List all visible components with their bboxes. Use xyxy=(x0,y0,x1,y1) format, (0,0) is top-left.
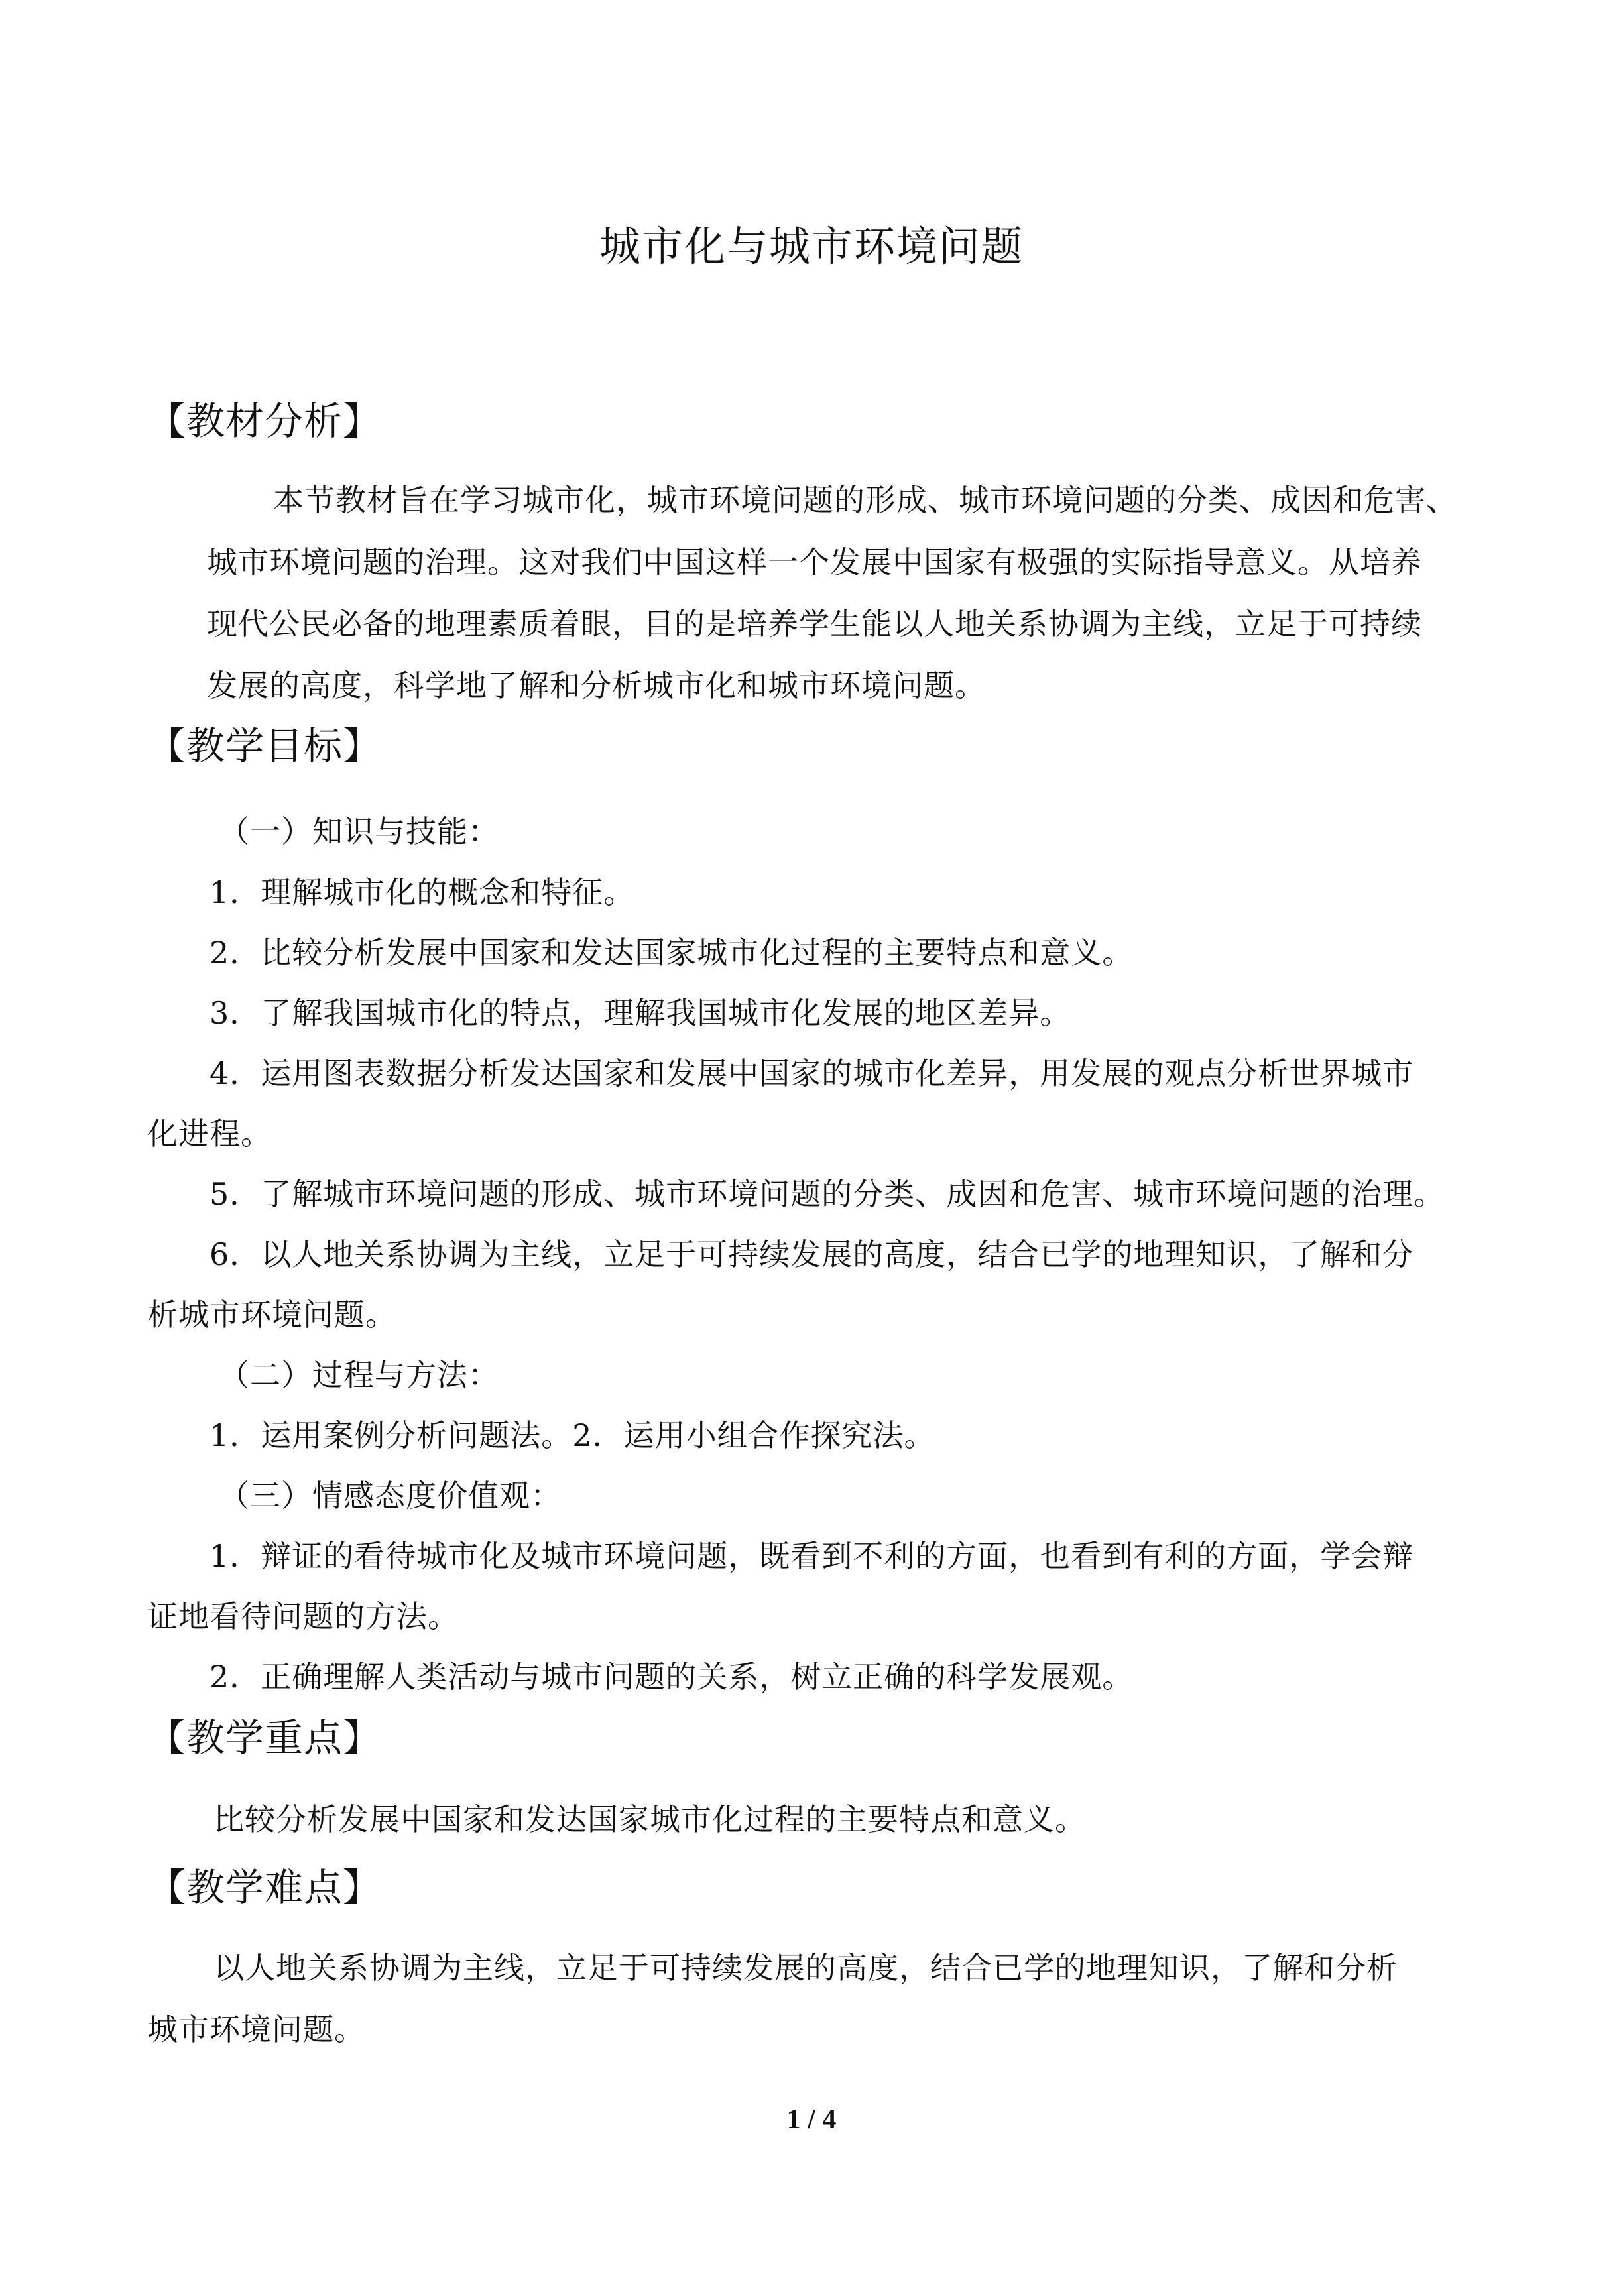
list-item: 4．运用图表数据分析发达国家和发展中国家的城市化差异，用发展的观点分析世界城市 xyxy=(210,1056,1414,1091)
paragraph-line: 现代公民必备的地理素质着眼，目的是培养学生能以人地关系协调为主线，立足于可持续 xyxy=(207,606,1422,642)
page-number: 1 / 4 xyxy=(786,2104,837,2135)
list-item: 2．比较分析发展中国家和发达国家城市化过程的主要特点和意义。 xyxy=(210,935,1134,971)
list-item: 3．了解我国城市化的特点，理解我国城市化发展的地区差异。 xyxy=(210,995,1071,1031)
subheading: （二）过程与方法： xyxy=(219,1357,499,1393)
paragraph-line: 本节教材旨在学习城市化，城市环境问题的形成、城市环境问题的分类、成因和危害、 xyxy=(273,482,1457,518)
paragraph-line: 发展的高度，科学地了解和分析城市化和城市环境问题。 xyxy=(207,668,986,703)
subheading: （三）情感态度价值观： xyxy=(219,1478,562,1514)
list-item: 5．了解城市环境问题的形成、城市环境问题的分类、成因和危害、城市环境问题的治理。 xyxy=(210,1176,1445,1212)
list-item-continued: 析城市环境问题。 xyxy=(147,1297,396,1333)
list-item-continued: 证地看待问题的方法。 xyxy=(147,1599,459,1634)
paragraph-line: 城市环境问题。 xyxy=(147,2012,365,2047)
list-item-continued: 化进程。 xyxy=(147,1116,272,1152)
list-item: 1．理解城市化的概念和特征。 xyxy=(210,875,635,910)
list-item: 1．运用案例分析问题法。2．运用小组合作探究法。 xyxy=(210,1418,935,1453)
list-item: 6．以人地关系协调为主线，立足于可持续发展的高度，结合已学的地理知识，了解和分 xyxy=(210,1237,1414,1272)
list-item: 1．辩证的看待城市化及城市环境问题，既看到不利的方面，也看到有利的方面，学会辩 xyxy=(210,1538,1414,1574)
page-title: 城市化与城市环境问题 xyxy=(599,222,1024,271)
paragraph-line: 城市环境问题的治理。这对我们中国这样一个发展中国家有极强的实际指导意义。从培养 xyxy=(207,544,1422,580)
section-heading-goals: 【教学目标】 xyxy=(147,723,383,768)
section-heading-key-points: 【教学重点】 xyxy=(147,1715,383,1760)
list-item: 2．正确理解人类活动与城市问题的关系，树立正确的科学发展观。 xyxy=(210,1659,1134,1695)
paragraph-line: 比较分析发展中国家和发达国家城市化过程的主要特点和意义。 xyxy=(213,1801,1086,1837)
paragraph-line: 以人地关系协调为主线，立足于可持续发展的高度，结合已学的地理知识，了解和分析 xyxy=(213,1950,1398,1986)
section-heading-difficulties: 【教学难点】 xyxy=(147,1865,383,1910)
section-heading-analysis: 【教材分析】 xyxy=(147,398,383,444)
subheading: （一）知识与技能： xyxy=(219,814,499,849)
